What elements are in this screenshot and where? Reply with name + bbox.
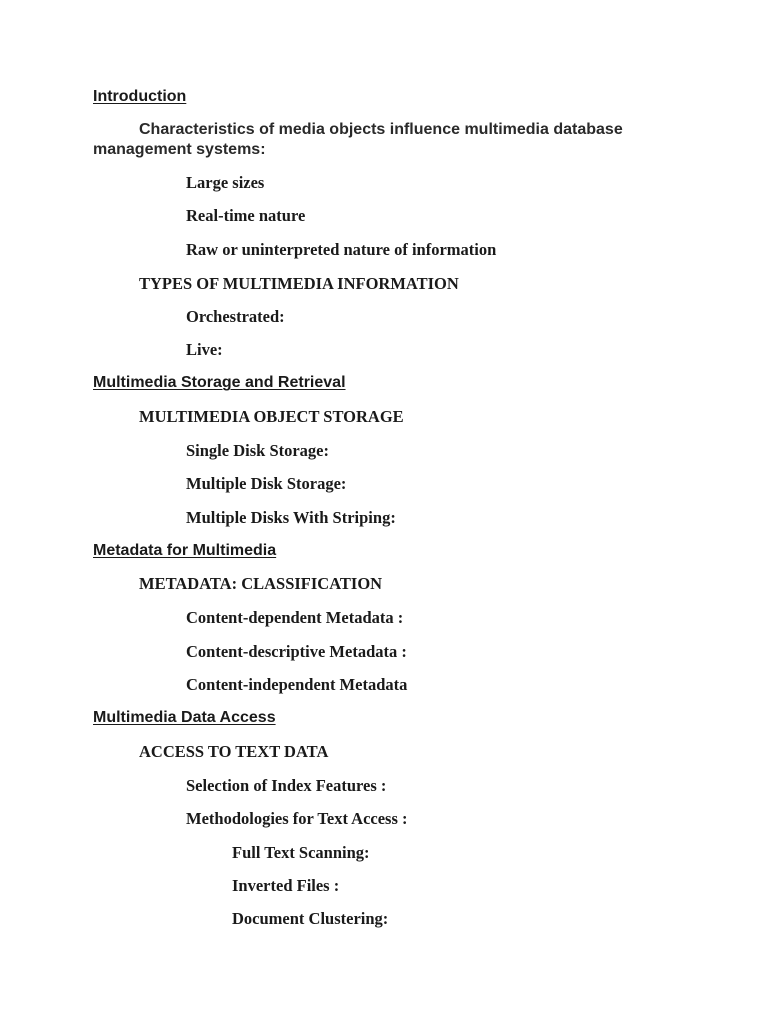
access-subitem: Document Clustering: bbox=[232, 909, 389, 928]
types-item: Live: bbox=[186, 340, 223, 359]
access-item: Selection of Index Features : bbox=[186, 776, 387, 795]
subheading-object-storage: MULTIMEDIA OBJECT STORAGE bbox=[139, 407, 404, 426]
intro-paragraph-line-1: Characteristics of media objects influence multimedia database bbox=[139, 121, 623, 138]
intro-paragraph-line-2: management systems: bbox=[93, 141, 266, 158]
section-heading-introduction: Introduction bbox=[93, 88, 187, 105]
section-heading-data-access: Multimedia Data Access bbox=[93, 709, 276, 726]
metadata-item: Content-independent Metadata bbox=[186, 675, 408, 694]
intro-item: Large sizes bbox=[186, 173, 265, 192]
metadata-item: Content-dependent Metadata : bbox=[186, 608, 404, 627]
section-heading-storage: Multimedia Storage and Retrieval bbox=[93, 374, 346, 391]
intro-item: Raw or uninterpreted nature of information bbox=[186, 240, 497, 259]
storage-item: Multiple Disk Storage: bbox=[186, 474, 347, 493]
storage-item: Single Disk Storage: bbox=[186, 441, 330, 460]
subheading-access-to-text-data: ACCESS TO TEXT DATA bbox=[139, 742, 329, 761]
access-subitem: Inverted Files : bbox=[232, 876, 340, 895]
subheading-metadata-classification: METADATA: CLASSIFICATION bbox=[139, 574, 383, 593]
access-subitem: Full Text Scanning: bbox=[232, 843, 370, 862]
metadata-item: Content-descriptive Metadata : bbox=[186, 642, 407, 661]
access-item: Methodologies for Text Access : bbox=[186, 809, 408, 828]
intro-item: Real-time nature bbox=[186, 206, 306, 225]
storage-item: Multiple Disks With Striping: bbox=[186, 508, 396, 527]
section-heading-metadata: Metadata for Multimedia bbox=[93, 542, 277, 559]
types-item: Orchestrated: bbox=[186, 307, 285, 326]
subheading-types-of-multimedia: TYPES OF MULTIMEDIA INFORMATION bbox=[139, 274, 459, 293]
